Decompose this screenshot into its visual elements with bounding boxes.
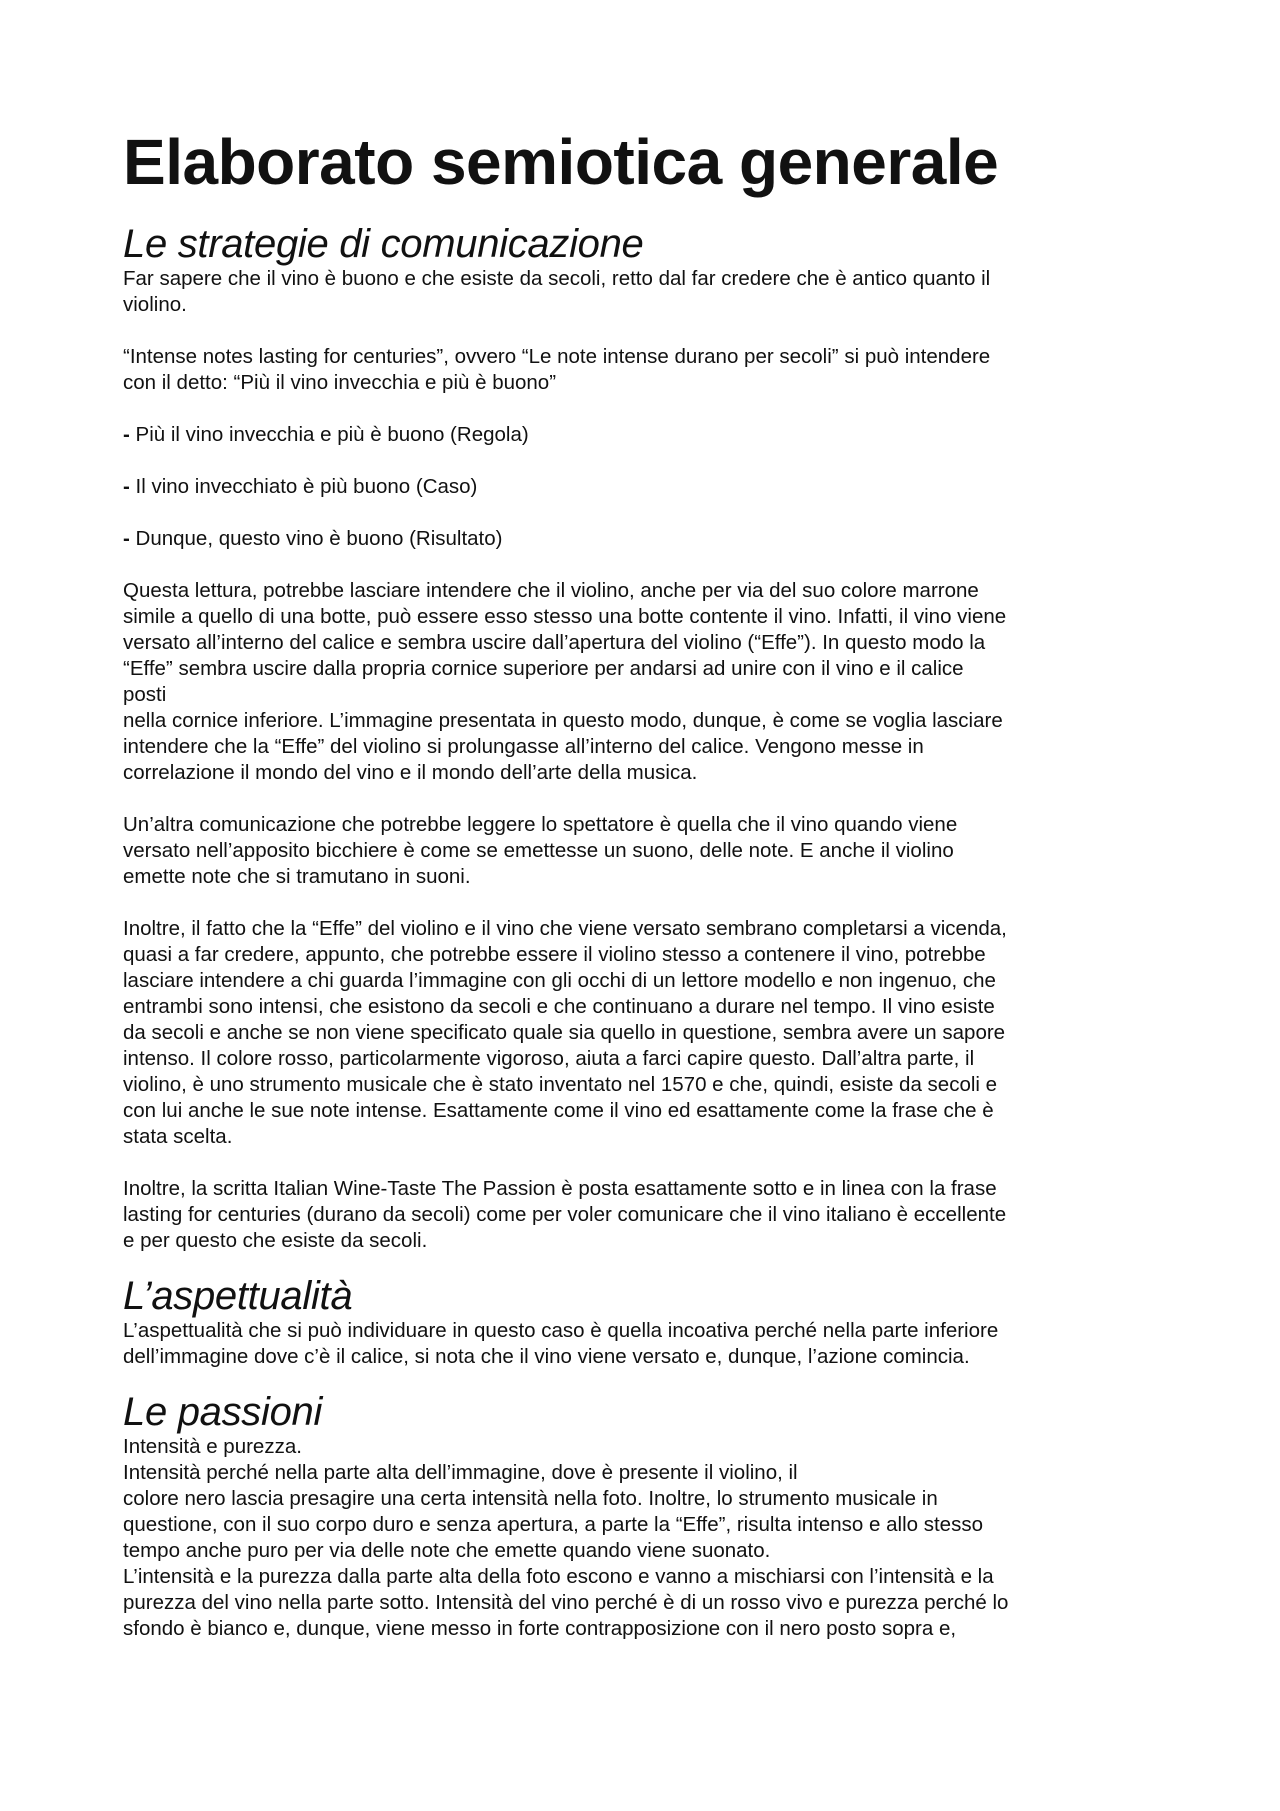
section-heading-passioni: Le passioni: [123, 1390, 323, 1434]
text-line: con il detto: “Più il vino invecchia e più è buono”: [123, 371, 557, 394]
text-line: correlazione il mondo del vino e il mondo dell’arte della musica.: [123, 761, 698, 784]
text-line: dell’immagine dove c’è il calice, si nota che il vino viene versato e, dunque, l’azione comincia.: [123, 1345, 970, 1368]
text-line: tempo anche puro per via delle note che emette quando viene suonato.: [123, 1539, 771, 1562]
bullet-dash: -: [123, 527, 130, 550]
text-line: versato nell’apposito bicchiere è come se emettesse un suono, delle note. E anche il violino: [123, 839, 954, 862]
paragraph-passioni: [123, 1434, 1163, 1642]
text-line: “Intense notes lasting for centuries”, ovvero “Le note intense durano per secoli” si può intendere: [123, 345, 991, 368]
text-line: simile a quello di una botte, può essere esso stesso una botte contente il vino. Infatti, il vino viene: [123, 605, 1007, 628]
section-heading-strategie: Le strategie di comunicazione: [123, 222, 644, 266]
text-line: da secoli e anche se non viene specificato quale sia quello in questione, sembra avere un sapore: [123, 1021, 1006, 1044]
bullet-regola: [123, 422, 1163, 448]
text-line: purezza del vino nella parte sotto. Intensità del vino perché è di un rosso vivo e purezza perché lo: [123, 1591, 1009, 1614]
text-line: Inoltre, la scritta Italian Wine-Taste The Passion è posta esattamente sotto e in linea con la frase: [123, 1177, 997, 1200]
text-line: stata scelta.: [123, 1125, 233, 1148]
text-line: nella cornice inferiore. L’immagine presentata in questo modo, dunque, è come se voglia lasciare: [123, 709, 1003, 732]
document-title: Elaborato semiotica generale: [123, 126, 999, 198]
text-line: Intensità perché nella parte alta dell’immagine, dove è presente il violino, il: [123, 1461, 798, 1484]
bullet-text: Dunque, questo vino è buono (Risultato): [129, 527, 503, 550]
bullet-text: Il vino invecchiato è più buono (Caso): [129, 475, 478, 498]
paragraph-intro: [123, 266, 1163, 318]
paragraph-comunicazione: [123, 812, 1163, 890]
bullet-risultato: [123, 526, 1163, 552]
text-line: emette note che si tramutano in suoni.: [123, 865, 471, 888]
document-page: [123, 124, 1163, 1642]
text-line: entrambi sono intensi, che esistono da secoli e che continuano a durare nel tempo. Il vino esiste: [123, 995, 995, 1018]
text-line: Inoltre, il fatto che la “Effe” del violino e il vino che viene versato sembrano completarsi a vicenda,: [123, 917, 1007, 940]
paragraph-italian-wine: [123, 1176, 1163, 1254]
text-line: e per questo che esiste da secoli.: [123, 1229, 428, 1252]
text-line: lasting for centuries (durano da secoli) come per voler comunicare che il vino italiano è eccellente: [123, 1203, 1007, 1226]
text-line: posti: [123, 683, 167, 706]
text-line: “Effe” sembra uscire dalla propria cornice superiore per andarsi ad unire con il vino e il calice: [123, 657, 964, 680]
bullet-dash: -: [123, 475, 130, 498]
text-line: L’intensità e la purezza dalla parte alta della foto escono e vanno a mischiarsi con l’intensità e la: [123, 1565, 994, 1588]
text-line: Questa lettura, potrebbe lasciare intendere che il violino, anche per via del suo colore marrone: [123, 579, 979, 602]
text-line: questione, con il suo corpo duro e senza apertura, a parte la “Effe”, risulta intenso e allo stesso: [123, 1513, 983, 1536]
paragraph-aspettualita: [123, 1318, 1163, 1370]
text-line: versato all’interno del calice e sembra uscire dall’apertura del violino (“Effe”). In questo modo la: [123, 631, 986, 654]
paragraph-lettura: [123, 578, 1163, 786]
text-line: violino, è uno strumento musicale che è stato inventato nel 1570 e che, quindi, esiste da secoli e: [123, 1073, 998, 1096]
text-line: quasi a far credere, appunto, che potrebbe essere il violino stesso a contenere il vino, potrebbe: [123, 943, 986, 966]
text-line: L’aspettualità che si può individuare in questo caso è quella incoativa perché nella parte inferiore: [123, 1319, 999, 1342]
text-line: Un’altra comunicazione che potrebbe leggere lo spettatore è quella che il vino quando viene: [123, 813, 958, 836]
text-line: lasciare intendere a chi guarda l’immagine con gli occhi di un lettore modello e non ingenuo, che: [123, 969, 996, 992]
bullet-text: Più il vino invecchia e più è buono (Regola): [129, 423, 529, 446]
text-line: violino.: [123, 293, 187, 316]
text-line: sfondo è bianco e, dunque, viene messo in forte contrapposizione con il nero posto sopra e,: [123, 1617, 957, 1640]
text-line: intenso. Il colore rosso, particolarmente vigoroso, aiuta a farci capire questo. Dall’altra parte, il: [123, 1047, 975, 1070]
paragraph-intense-notes: [123, 344, 1163, 396]
text-line: intendere che la “Effe” del violino si prolungasse all’interno del calice. Vengono messe in: [123, 735, 924, 758]
bullet-dash: -: [123, 423, 130, 446]
section-heading-aspettualita: L’aspettualità: [123, 1274, 353, 1318]
bullet-caso: [123, 474, 1163, 500]
text-line: con lui anche le sue note intense. Esattamente come il vino ed esattamente come la frase che è: [123, 1099, 994, 1122]
text-line: Far sapere che il vino è buono e che esiste da secoli, retto dal far credere che è antico quanto il: [123, 267, 991, 290]
paragraph-effe: [123, 916, 1163, 1150]
text-line: colore nero lascia presagire una certa intensità nella foto. Inoltre, lo strumento musicale in: [123, 1487, 938, 1510]
text-line: Intensità e purezza.: [123, 1435, 302, 1458]
